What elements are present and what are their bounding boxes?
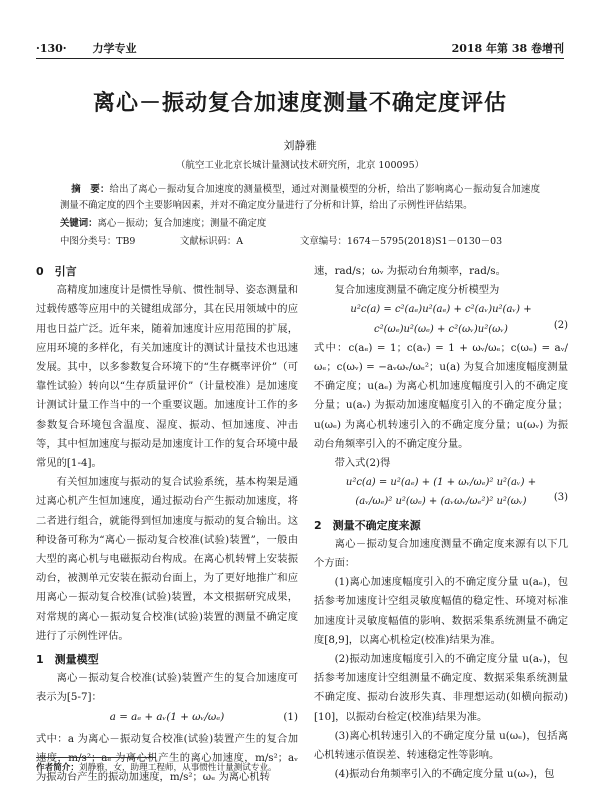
equation-3-line1: u²c(a) = u²(aₑ) + (1 + ωᵥ/ωₑ)² u²(aᵥ) +	[345, 477, 537, 489]
affiliation: （航空工业北京长城计量测试技术研究所，北京 100095）	[175, 160, 425, 171]
left-column	[36, 262, 298, 787]
equation-2-line1: u²c(a) = c²(aₑ)u²(aₑ) + c²(aᵥ)u²(aᵥ) +	[350, 304, 532, 316]
equation-2	[314, 300, 568, 338]
equation-3-number: (3)	[553, 492, 568, 504]
page-number: ·130·	[36, 42, 67, 55]
running-header	[36, 38, 564, 56]
abstract-label: 摘 要：	[71, 184, 110, 195]
header-left	[36, 40, 158, 56]
journal-issue: 2018 年第 38 卷增刊	[451, 42, 564, 55]
paragraph: 复合加速度测量不确定度分析模型为	[334, 284, 500, 297]
right-column	[314, 262, 568, 784]
paragraph: 式中：a 为离心－振动复合校准(试验)装置产生的复合加速度，m/s²；aₑ 为离心机产生的离心加速度，m/s²；aᵥ 为振动台产生的振动加速度，m/s²；ωₑ 为离心机转	[36, 732, 298, 784]
document-code: 文献标识码：A	[180, 236, 244, 247]
equation-3	[314, 473, 568, 511]
header-rule	[36, 58, 564, 59]
paragraph: 离心－振动复合校准(试验)装置产生的复合加速度可表示为[5-7]：	[36, 672, 298, 704]
paragraph: (2)振动加速度幅度引入的不确定度分量 u(aᵥ)，包括参考加速度计空组测量不确定度、数据采集系统测量不确定度、振动台波形失真、非理想运动(如横向振动)[10]，以振动台检定(校准)结果为准。	[314, 653, 568, 723]
paragraph: 式中：c(aₑ) = 1；c(aᵥ) = 1 + ωᵥ/ωₑ；c(ωₑ) = aᵥ/ωₑ；c(ωᵥ) = −aᵥωᵥ/ωₑ²；u(a) 为复合加速度幅度测量不确定度；u(aₑ) 为离心机加速度幅度引入的不确定度分量；u(aᵥ) 为振动加速度幅度引入的不确定度分量；u(ωₑ) 为离心机转速引入的不确定度分量；u(ωᵥ) 为振动台角频率引入的不确定度分量。	[314, 341, 568, 450]
keywords	[60, 215, 266, 229]
paragraph: (4)振动台角频率引入的不确定度分量 u(ωᵥ)，包	[334, 768, 555, 781]
section-heading-sources: 2 测量不确定度来源	[314, 518, 421, 532]
clc-number: 中图分类号：TB9	[60, 236, 136, 247]
paragraph: (3)离心机转速引入的不确定度分量 u(ωₑ)，包括离心机转速示值误差、转速稳定性等影响。	[314, 729, 568, 762]
section-heading-intro: 0 引言	[36, 265, 77, 278]
keywords-text: 离心－振动；复合加速度；测量不确定度	[97, 218, 267, 229]
article-number: 文章编号：1674－5795(2018)S1－0130－03	[300, 236, 503, 247]
footnote-rule	[36, 757, 156, 758]
equation-1-body: a = aₑ + aᵥ(1 + ωᵥ/ωₑ)	[109, 710, 225, 723]
footnote-label: 作者简介：	[36, 763, 79, 773]
abstract-text: 给出了离心－振动复合加速度的测量模型，通过对测量模型的分析，给出了影响离心－振动复合加速度测量不确定度的四个主要影响因素，并对不确定度分量进行了分析和计算，给出了示例性评估结果。	[60, 184, 540, 211]
paragraph: 高精度加速度计是惯性导航、惯性制导、姿态测量和过载传感等应用中的关键组成部分，其在民用领域中的应用也日益广泛。近年来，随着加速度计应用范围的扩展，应用环境的多样化，有关加速度计的测试计量技术也迅速发展。其中，以多参数复合环境下的“生存概率评价”（可靠性试验）转向以“生存质量评价”（计量校准）是加速度计测试计量工作当中的一个重要议题。加速度计工作的多参数复合环境包含温度、湿度、振动、恒加速度、冲击等，其中恒加速度与振动是加速度计工作的复合环境中最常见的[1-4]。	[36, 284, 298, 470]
classification-line	[60, 233, 540, 247]
paragraph: 带入式(2)得	[334, 457, 391, 470]
paragraph: 速，rad/s；ωᵥ 为振动台角频率，rad/s。	[314, 265, 506, 277]
footnote-text: 刘静雅，女，助理工程师，从事惯性计量测试专业。	[78, 763, 277, 773]
equation-1	[36, 708, 298, 730]
paragraph: 离心－振动复合加速度测量不确定度来源有以下几个方面：	[314, 537, 568, 570]
section-heading-model: 1 测量模型	[36, 653, 99, 667]
equation-1-number: (1)	[283, 710, 298, 723]
paragraph: 有关恒加速度与振动的复合试验系统，基本构架是通过离心机产生恒加速度，通过振动台产生振动加速度，将二者进行组合，就能得到恒加速度与振动的复合输出。这种设备可称为“离心－振动复合校准(试验)装置”，一般由大型的离心机与电磁振动台构成。在离心机转臂上安装振动台，被测单元安装在振动台面上，为了更好地推广和应用离心－振动复合校准(试验)装置，本文根据研究成果，对常规的离心－振动复合校准(试验)装置的测量不确定度进行了示例性评估。	[36, 476, 298, 642]
keywords-label: 关键词：	[60, 218, 98, 229]
footnote	[36, 761, 277, 773]
equation-2-line2: c²(ωₑ)u²(ωₑ) + c²(ωᵥ)u²(ωᵥ)	[374, 323, 508, 335]
abstract	[60, 182, 540, 214]
equation-3-line2: (aᵥ/ωₑ)² u²(ωₑ) + (aᵥωᵥ/ωₑ²)² u²(ωᵥ)	[355, 496, 527, 508]
paragraph: (1)离心加速度幅度引入的不确定度分量 u(aₑ)，包括参考加速度计空组灵敏度幅值的稳定性、环境对标准加速度计灵敏度幅值的影响、数据采集系统测量不确定度[8,9]，以离心机检定(校准)结果为准。	[314, 576, 568, 646]
author: 刘静雅	[283, 139, 317, 152]
equation-2-number: (2)	[553, 319, 568, 331]
paper-title: 离心－振动复合加速度测量不确定度评估	[92, 91, 507, 116]
journal-section: 力学专业	[92, 42, 137, 55]
